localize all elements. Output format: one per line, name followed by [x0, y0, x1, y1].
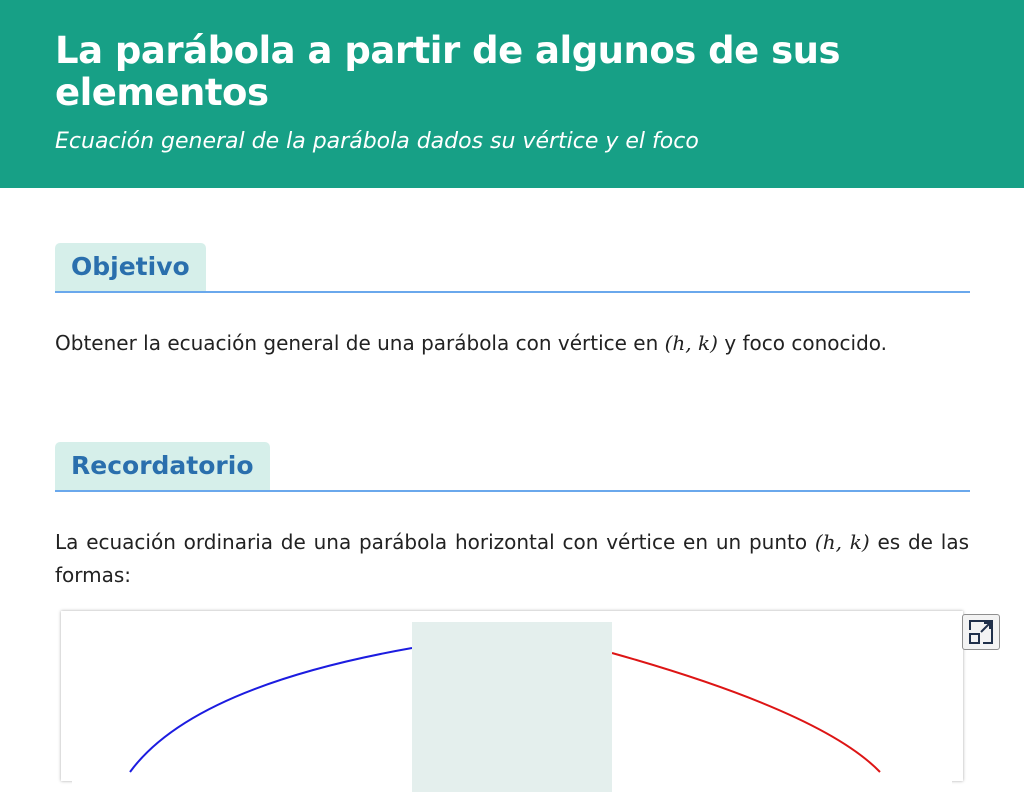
section-header-objetivo: [55, 243, 970, 293]
section-header-recordatorio: [55, 442, 970, 492]
objective-paragraph: [55, 327, 969, 360]
applet-blank-region: [412, 622, 612, 792]
reminder-paragraph: [55, 526, 969, 592]
objective-text-before: Obtener la ecuación general de una parábola con vértice en: [55, 331, 659, 355]
reminder-text-after: es de las formas:: [55, 530, 970, 587]
reminder-text-before: La ecuación ordinaria de una parábola horizontal con vértice en un punto: [55, 530, 808, 554]
page-title: La parábola a partir de algunos de sus elementos: [55, 29, 841, 114]
geogebra-applet[interactable]: [61, 611, 963, 781]
page-header: [0, 0, 1024, 188]
fullscreen-button[interactable]: [962, 614, 1000, 650]
parabola-left-curve: [130, 648, 412, 772]
applet-graph-canvas[interactable]: [72, 622, 952, 792]
section-title-recordatorio: Recordatorio: [55, 442, 270, 490]
parabola-right-curve: [612, 653, 880, 772]
section-title-objetivo: Objetivo: [55, 243, 206, 291]
vertex-math-2: (h, k): [814, 530, 870, 554]
page-subtitle: Ecuación general de la parábola dados su vértice y el foco: [55, 129, 699, 154]
objective-text-after: y foco conocido.: [724, 331, 888, 355]
expand-icon: [963, 615, 999, 649]
vertex-math: (h, k): [664, 331, 718, 355]
